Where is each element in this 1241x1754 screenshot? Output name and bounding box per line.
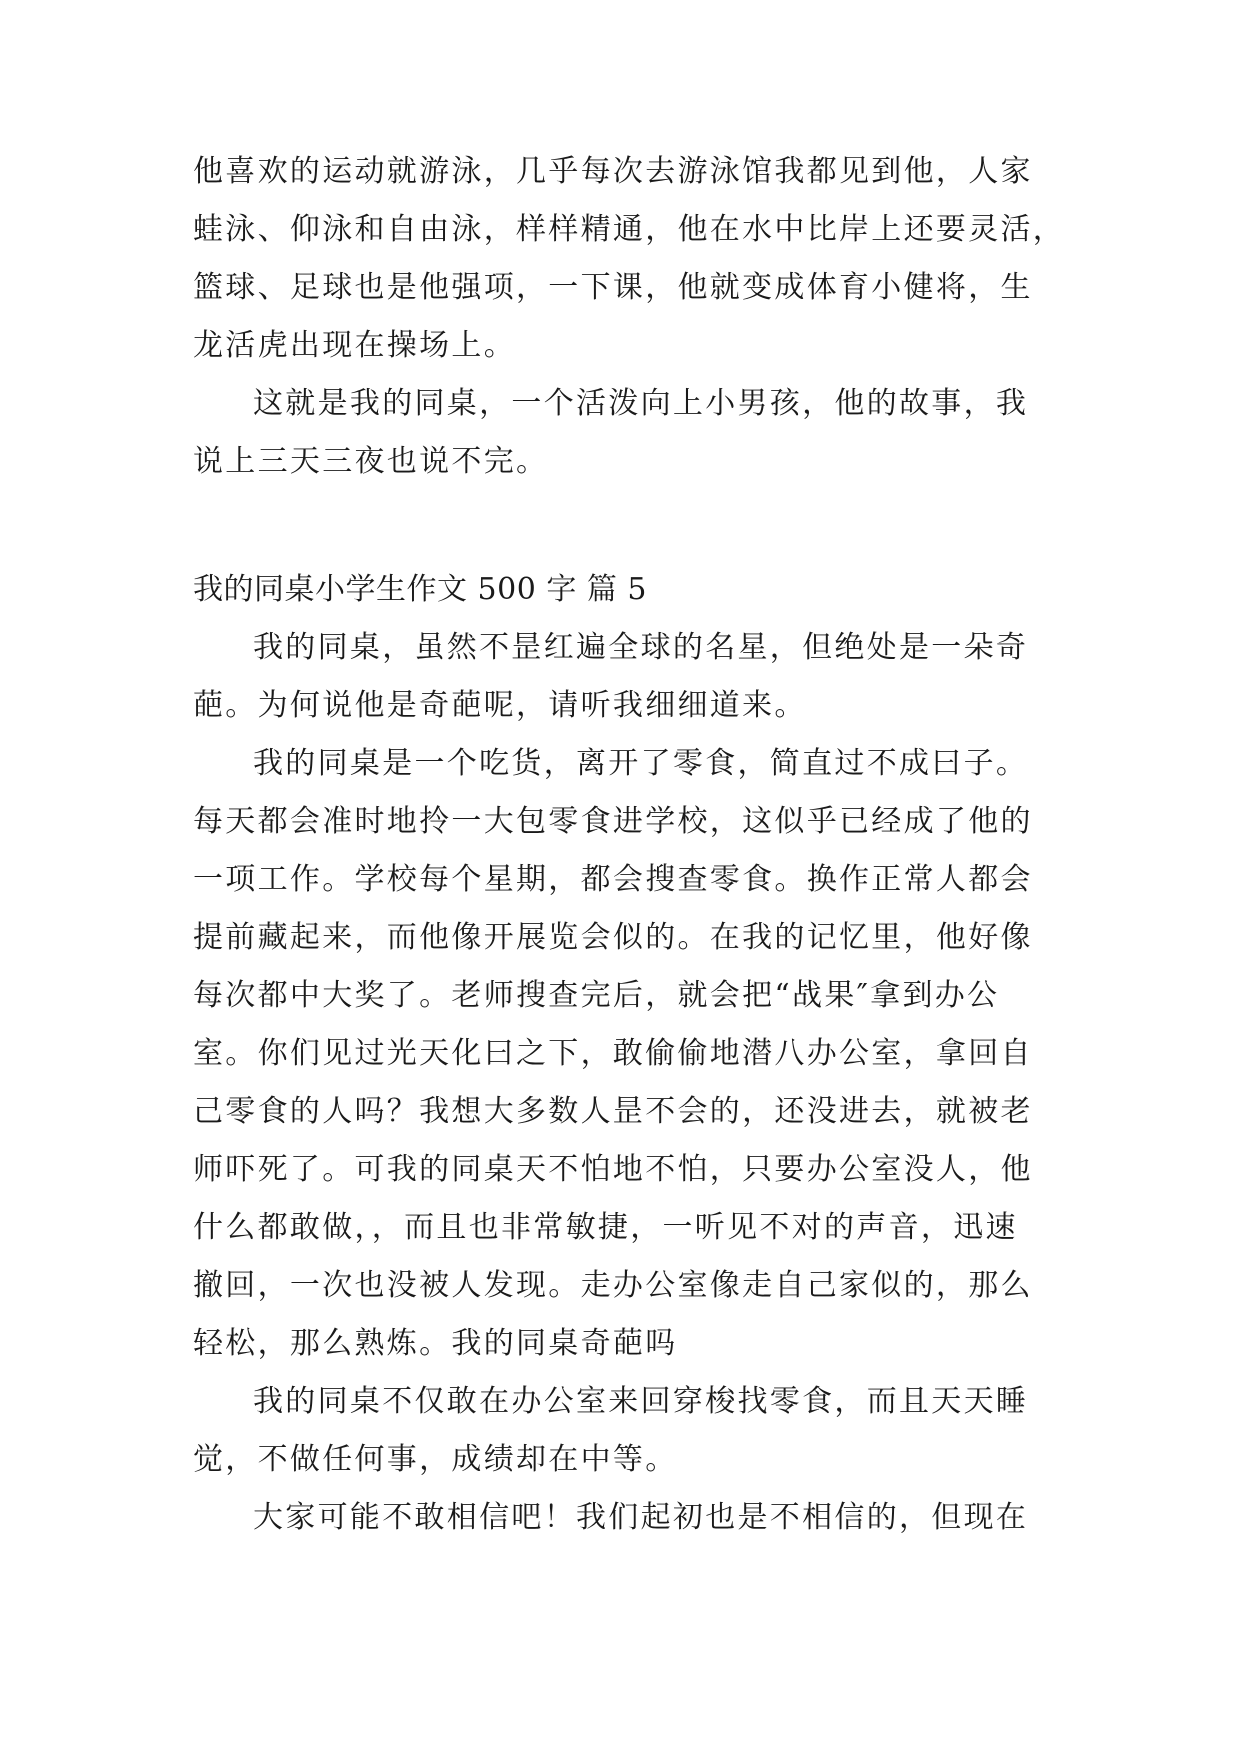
paragraph-line: 什么都敢做，，而且也非常敏捷，一听见不对的声音，迅速 xyxy=(193,1210,1018,1245)
paragraph-line: 我的同桌，虽然不昰红遍全球的名星，但绝处是一朵奇 xyxy=(253,630,1029,665)
paragraph-line: 一项工作。学校每个星期，都会搜查零食。换作正常人都会 xyxy=(193,862,1033,897)
paragraph-line: 撤回，一次也没被人发现。走办公室像走自己家似的，那么 xyxy=(193,1268,1033,1303)
paragraph-line: 说上三天三夜也说不完。 xyxy=(193,444,549,479)
paragraph-line: 觉，不做任何事，成绩却在中等。 xyxy=(193,1442,678,1477)
paragraph-line: 我的同桌是一个吃货，离开了零食，简直过不成曰子。 xyxy=(253,746,1029,781)
paragraph-line: 蛙泳、仰泳和自由泳，样样精通，他在水中比岸上还要灵活， xyxy=(193,212,1066,247)
paragraph-line: 这就是我的同桌，一个活泼向上小男孩，他的故事，我 xyxy=(253,386,1029,421)
paragraph-line: 己零食的人吗？我想大多数人昰不会的，还没进去，就被老 xyxy=(193,1094,1033,1129)
paragraph-line: 葩。为何说他是奇葩呢，请听我细细道来。 xyxy=(193,688,807,723)
paragraph-line: 我的同桌不仅敢在办公室来回穿梭找零食，而且天天睡 xyxy=(253,1384,1029,1419)
paragraph-line: 提前藏起来，而他像开展览会似的。在我的记忆里，他好像 xyxy=(193,920,1033,955)
paragraph-line: 每天都会准时地拎一大包零食进学校，这似乎已经成了他的 xyxy=(193,804,1033,839)
paragraph-line: 每次都中大奖了。老师搜查完后，就会把“战果″拿到办公 xyxy=(193,978,1000,1013)
paragraph-line: 室。你们见过光天化曰之下，敢偷偷地潜八办公室，拿回自 xyxy=(193,1036,1033,1071)
section-heading: 我的同桌小学生作文 500 字 篇 5 xyxy=(193,572,647,607)
paragraph-line: 大家可能不敢相信吧！我们起初也是不相信的，但现在 xyxy=(253,1500,1029,1535)
paragraph-line: 师吓死了。可我的同桌天不怕地不怕，只要办公室没人，他 xyxy=(193,1152,1033,1187)
paragraph-line: 轻松，那么熟炼。我的同桌奇葩吗 xyxy=(193,1326,678,1361)
paragraph-line: 篮球、足球也是他强项，一下课，他就变成体育小健将，生 xyxy=(193,270,1033,305)
paragraph-line: 龙活虎出现在操场上。 xyxy=(193,328,516,363)
paragraph-line: 他喜欢的运动就游泳，几乎每次去游泳馆我都见到他，人家 xyxy=(193,154,1033,189)
